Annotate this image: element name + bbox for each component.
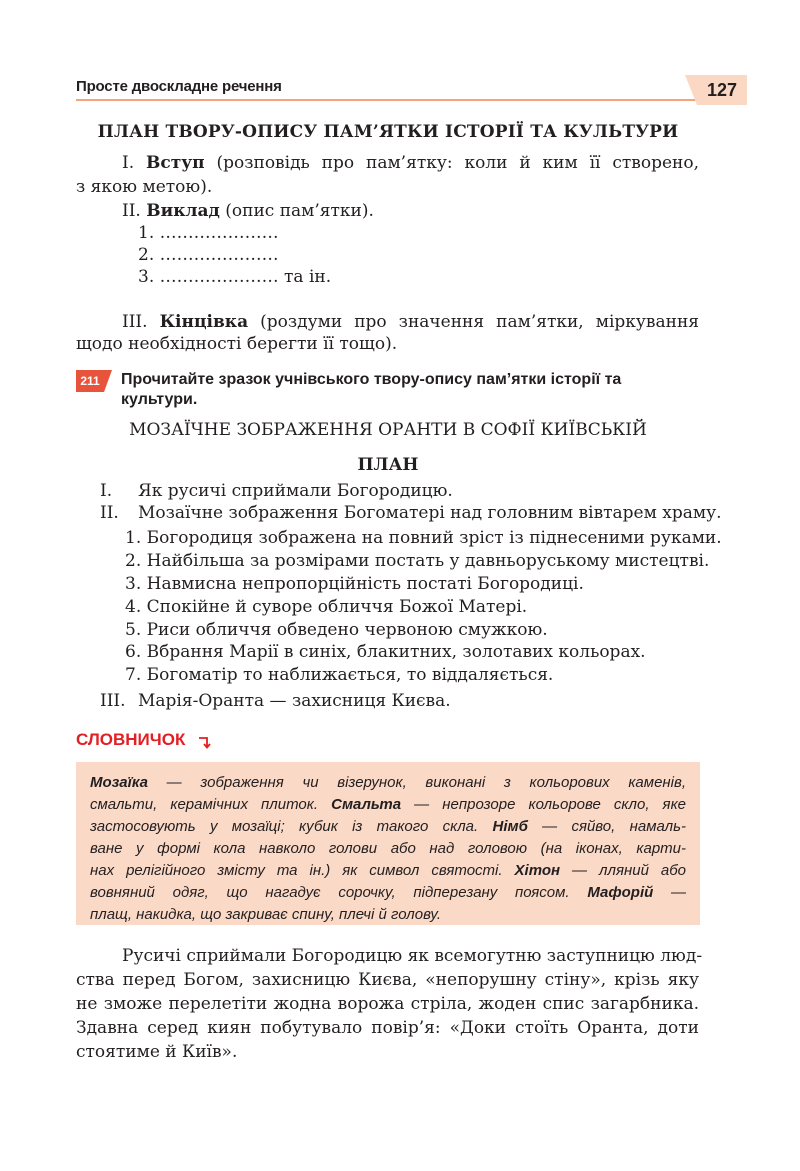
paragraph-line: Русичі сприймали Богородицю як всемогутню заступницю люд- (122, 946, 703, 966)
glossary-term: Мафорій (587, 884, 654, 901)
essay-plan-num: II. (100, 503, 119, 523)
plan-intro-text: (розповідь про пам’ятку: коли й ким її створено, (204, 153, 699, 173)
essay-plan-point: Марія-Оранта — захисниця Києва. (138, 691, 451, 711)
plan-intro-term: Вступ (146, 153, 205, 173)
glossary-term: Хітон (514, 862, 561, 879)
glossary-line (90, 816, 686, 838)
paragraph-line: стоятиме й Київ». (76, 1042, 238, 1062)
glossary-text: вовняний одяг, що нагадує сорочку, підперезану поясом. (90, 884, 588, 901)
essay-plan-num: III. (100, 691, 126, 711)
plan-title: ПЛАН ТВОРУ-ОПИСУ ПАМ’ЯТКИ ІСТОРІЇ ТА КУЛЬТУРИ (97, 122, 679, 142)
essay-plan-point: Як русичі сприймали Богородицю. (138, 481, 453, 501)
glossary-text: смальти, керамічних плиток. (90, 796, 332, 813)
glossary-term: Смальта (331, 796, 402, 813)
task-line: Прочитайте зразок учнівського твору-опису пам’ятки історії та (121, 371, 622, 388)
glossary-line (90, 860, 686, 882)
essay-sub-item: 4. Спокійне й суворе обличчя Божої Матері. (125, 597, 528, 617)
essay-sub-item: 6. Вбрання Марії в синіх, блакитних, золотавих кольорах. (125, 642, 646, 662)
arrow-down-right-icon (198, 735, 212, 749)
glossary-box (76, 762, 700, 925)
plan-body-text: (опис пам’ятки). (219, 201, 374, 221)
essay-sub-item: 5. Риси обличчя обведено червоною смужкою. (125, 620, 548, 640)
essay-sub-item: 1. Богородиця зображена на повний зріст із піднесеними руками. (125, 528, 722, 548)
header-rule (76, 99, 698, 101)
plan-body-line (122, 200, 374, 222)
glossary-term: Німб (492, 818, 528, 835)
glossary-line: ване у формі кола навколо голови або над головою (на іконах, карти- (90, 840, 686, 857)
glossary-text: — непрозоре кольорове скло, яке (401, 796, 686, 813)
paragraph-line: Здавна серед киян побутувало повір’я: «Доки стоїть Оранта, доти (76, 1018, 699, 1038)
glossary-text: — сяйво, намаль- (527, 818, 686, 835)
glossary-text: застосовують у мозаїці; кубик із такого скла. (90, 818, 493, 835)
plan-intro-num: I. (122, 153, 146, 173)
running-header-title: Просте двоскладне речення (76, 78, 282, 95)
page-number: 127 (697, 75, 747, 105)
plan-item: 2. ………………… (138, 245, 279, 265)
essay-sub-item: 2. Найбільша за розмірами постать у давньоруському мистецтві. (125, 551, 710, 571)
essay-sub-item: 7. Богоматір то наближається, то віддаляється. (125, 665, 554, 685)
glossary-line: плащ, накидка, що закриває спину, плечі й голову. (90, 906, 442, 923)
glossary-line (90, 772, 686, 794)
glossary-text: нах релігійного змісту та ін.) як символ святості. (90, 862, 515, 879)
task-instruction (121, 370, 701, 410)
glossary-line (90, 882, 686, 904)
essay-title: МОЗАЇЧНЕ ЗОБРАЖЕННЯ ОРАНТИ В СОФІЇ КИЇВСЬКІЙ (129, 420, 647, 440)
paragraph-line: ства перед Богом, захисницю Києва, «непорушну стіну», крізь яку (76, 970, 699, 990)
essay-plan-num: I. (100, 481, 113, 501)
plan-item: 3. ………………… та ін. (138, 267, 332, 287)
plan-end-line (122, 311, 699, 333)
glossary-line (90, 794, 686, 816)
glossary-text: — лляний або (560, 862, 687, 879)
plan-end-continuation: щодо необхідності берегти її тощо). (76, 334, 398, 354)
task-line: культури. (121, 391, 198, 408)
glossary-heading: СЛОВНИЧОК (76, 730, 186, 749)
plan-intro-line (122, 152, 699, 174)
plan-body-num: II. (122, 201, 147, 221)
plan-end-text: (роздуми про значення пам’ятки, міркування (248, 312, 699, 332)
glossary-text: — (653, 884, 687, 901)
paragraph-line: не зможе перелетіти жодна ворожа стріла, жоден спис загарбника. (76, 994, 699, 1014)
essay-plan-point: Мозаїчне зображення Богоматері над головним вівтарем храму. (138, 503, 722, 523)
plan-intro-continuation: з якою метою). (76, 177, 213, 197)
plan-body-term: Виклад (146, 201, 220, 221)
essay-sub-item: 3. Навмисна непропорційність постаті Богородиці. (125, 574, 584, 594)
task-number-badge: 211 (76, 370, 104, 392)
plan-end-num: III. (122, 312, 160, 332)
essay-plan-heading: ПЛАН (357, 455, 419, 475)
plan-item: 1. ………………… (138, 223, 279, 243)
glossary-text: — зображення чи візерунок, виконані з кольорових каменів, (147, 774, 686, 791)
plan-end-term: Кінцівка (159, 312, 249, 332)
glossary-term: Мозаїка (90, 774, 148, 791)
